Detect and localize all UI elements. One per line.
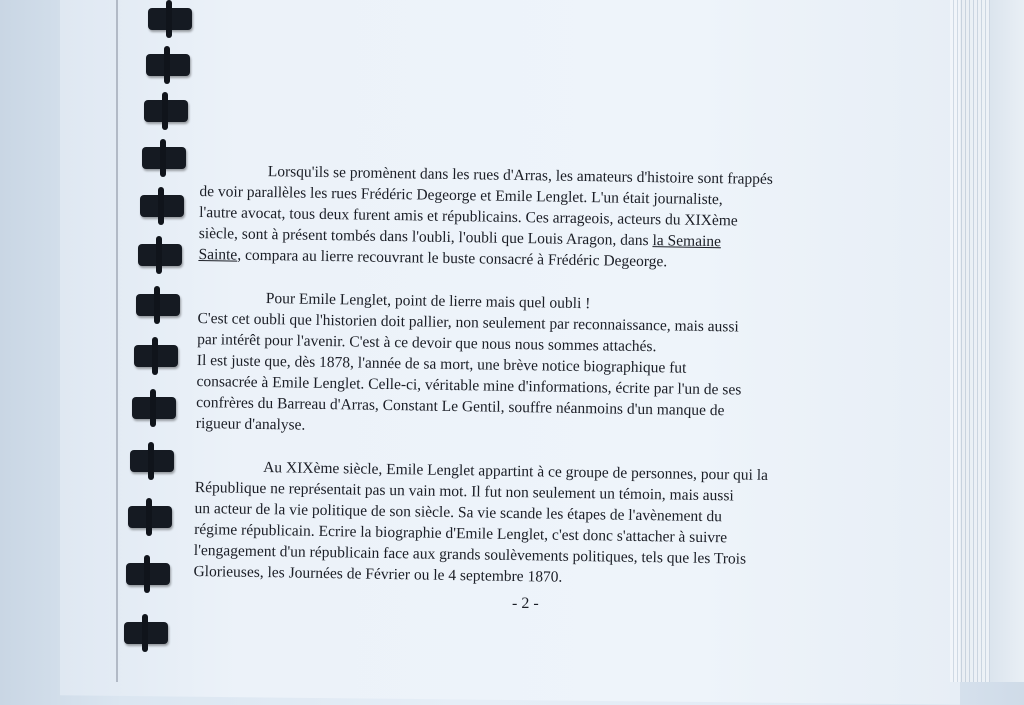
text-line: Lorsqu'ils se promènent dans les rues d'Arras, les amateurs d'histoire sont frappés (267, 163, 774, 188)
book-title: la Semaine (652, 232, 722, 251)
binding-ring (128, 506, 172, 528)
paragraph-2 (196, 287, 868, 445)
paragraph-3 (193, 456, 865, 593)
text-line: l'autre avocat, tous deux furent amis et républicains. Ces arrageois, acteurs du XIXème (199, 203, 738, 230)
text-line: un acteur de la vie politique de son siècle. Sa vie scande les étapes de l'avènement du (194, 499, 723, 526)
text-line: Glorieuses, les Journées de Février ou le 4 septembre 1870. (193, 562, 563, 586)
binding-ring (132, 397, 176, 419)
text-line: régime républicain. Ecrire la biographie d'Emile Lenglet, c'est donc s'attacher à suivre (194, 520, 728, 547)
binding-ring (140, 195, 184, 217)
text-line: Il est juste que, dès 1878, l'année de sa mort, une brève notice biographique fut (196, 351, 687, 377)
book-title: Sainte (198, 245, 238, 264)
text-line: par intérêt pour l'avenir. C'est à ce devoir que nous nous sommes attachés. (197, 330, 657, 356)
text-line: C'est cet oubli que l'historien doit pallier, non seulement par reconnaissance, mais aussi (197, 309, 739, 336)
binding-ring (134, 345, 178, 367)
text-line: Au XIXème siècle, Emile Lenglet appartint à ce groupe de personnes, pour qui la (263, 459, 769, 484)
page-number: - 2 - (512, 595, 539, 612)
page-edges (950, 0, 990, 682)
body-text (193, 160, 870, 614)
binding-ring (124, 622, 168, 644)
binding-ring (136, 294, 180, 316)
text-line: de voir parallèles les rues Frédéric Degeorge et Emile Lenglet. L'un était journaliste, (199, 182, 723, 209)
text-line: République ne représentait pas un vain mot. Il fut non seulement un témoin, mais aussi (194, 478, 734, 505)
binding-ring (138, 244, 182, 266)
binding-ring (144, 100, 188, 122)
text-line: l'engagement d'un républicain face aux grands soulèvements politiques, tels que les Trois (193, 541, 747, 568)
text-line: Pour Emile Lenglet, point de lierre mais quel oubli ! (265, 290, 591, 313)
binding-ring (130, 450, 174, 472)
binding-ring (126, 563, 170, 585)
text-line: confrères du Barreau d'Arras, Constant Le Gentil, souffre néanmoins d'un manque de (196, 393, 725, 420)
binding-ring (142, 147, 186, 169)
paragraph-1 (198, 160, 870, 276)
text-line: siècle, sont à présent tombés dans l'oubli, l'oubli que Louis Aragon, dans la Semaine (198, 224, 722, 251)
binding-ring (146, 54, 190, 76)
text-line: Sainte, compara au lierre recouvrant le buste consacré à Frédéric Degeorge. (198, 245, 668, 271)
text-line: rigueur d'analyse. (195, 414, 306, 434)
spiral-binding (90, 0, 200, 682)
binding-ring (148, 8, 192, 30)
text-line: consacrée à Emile Lenglet. Celle-ci, véritable mine d'informations, écrite par l'un de ses (196, 372, 742, 399)
